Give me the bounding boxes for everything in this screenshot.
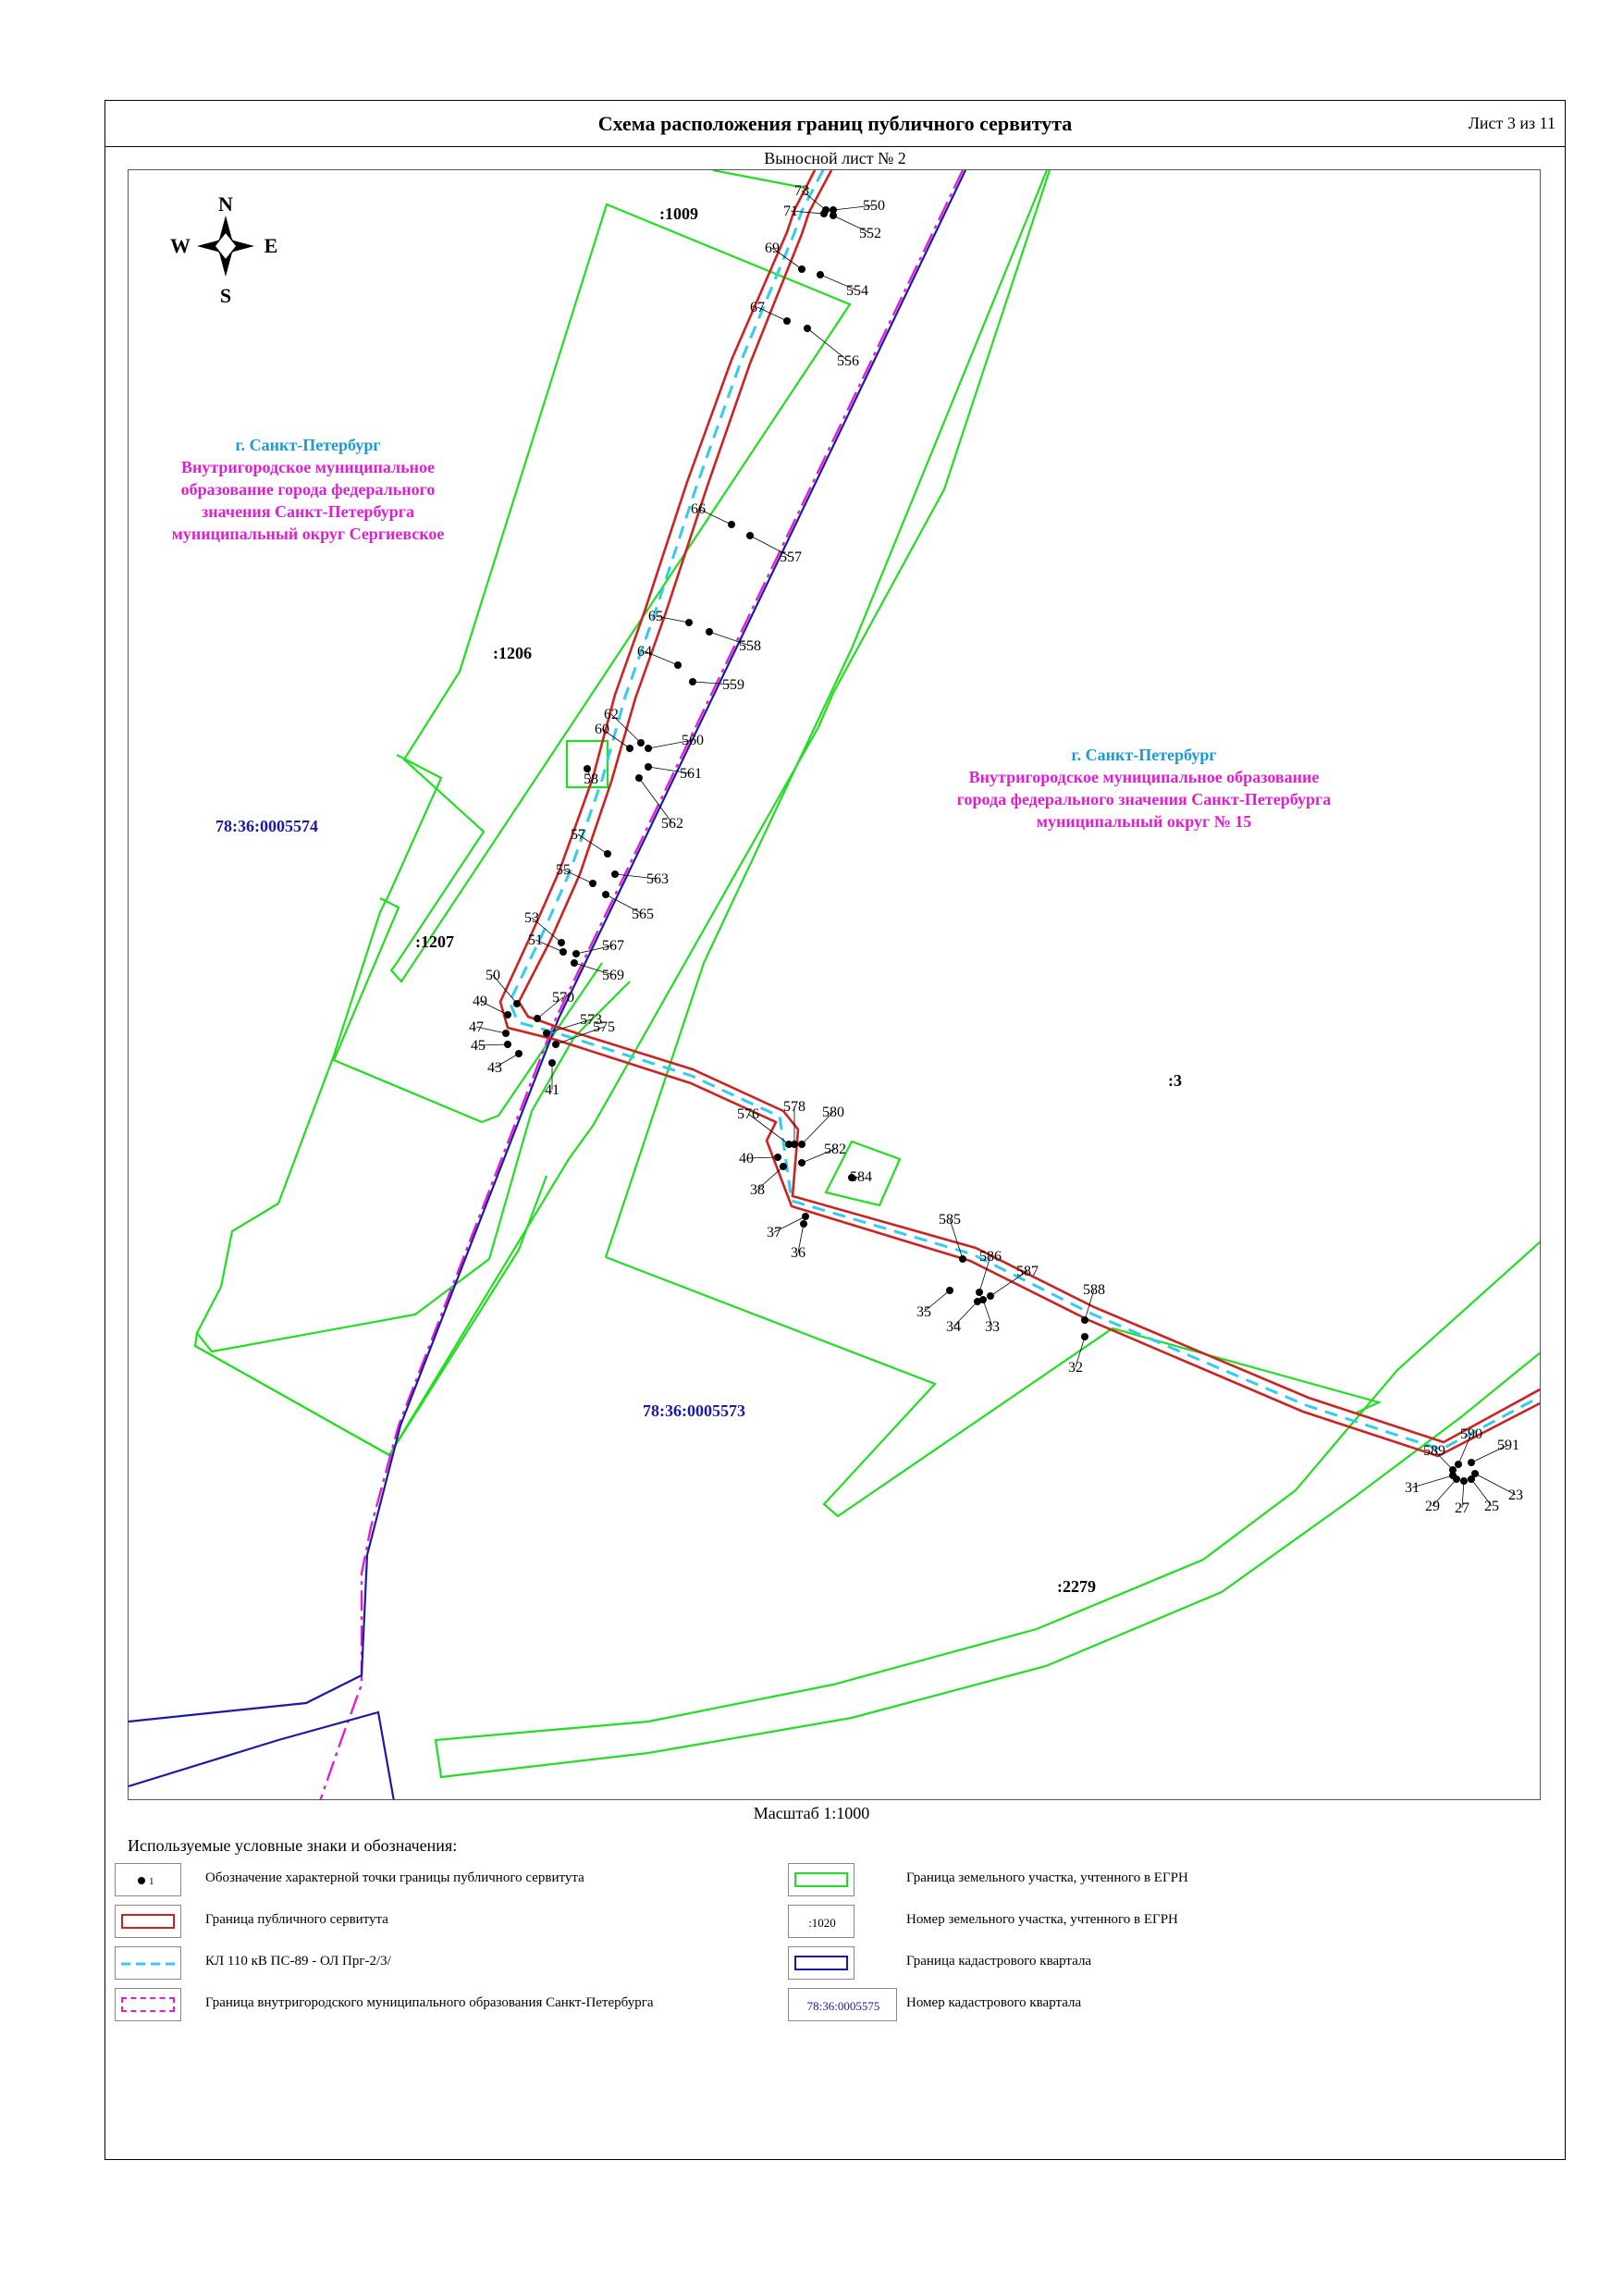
svg-text:78:36:0005575: 78:36:0005575 [806,1999,880,2013]
svg-text:города федерального значения С: города федерального значения Санкт-Петербурга [956,790,1332,809]
point-label: 33 [985,1319,1000,1335]
point-label: 554 [846,283,868,299]
point-label: 66 [691,501,706,517]
point-label: 556 [837,353,859,369]
parcel-number: :3 [1168,1071,1182,1090]
point-label: 558 [739,638,761,654]
insert-label: Выносной лист № 2 [764,149,906,167]
point-label: 588 [1083,1282,1105,1298]
point-labels [469,183,1523,1516]
svg-text::1020: :1020 [808,1916,836,1930]
point-label: 567 [602,938,624,954]
point-label: 58 [584,772,598,787]
point-label: 557 [780,549,802,565]
quarter-borders [129,170,965,1800]
compass-s: S [219,284,232,307]
point-label: 55 [556,862,571,878]
legend-label: Номер земельного участка, учтенного в ЕГРН [906,1912,1178,1927]
point-label: 36 [791,1245,805,1261]
point-label: 43 [487,1060,502,1076]
quarter-number: 78:36:0005573 [643,1401,745,1420]
point-label: 27 [1455,1500,1469,1516]
svg-text:Внутригородское муниципальное: Внутригородское муниципальное образование [968,768,1320,786]
point-label: 582 [824,1142,846,1157]
legend-label: КЛ 110 кВ ПС-89 - ОЛ Прг-2/3/ [205,1954,391,1969]
municipal-border-icon [115,1988,181,2021]
point-label: 32 [1068,1360,1083,1376]
legend-label: Граница земельного участка, учтенного в ЕГРН [906,1870,1188,1885]
point-label: 576 [737,1106,759,1122]
point-label: 565 [632,907,654,922]
legend-title: Используемые условные знаки и обозначения: [128,1836,458,1855]
legend-label: Обозначение характерной точки границы публичного сервитута [205,1870,584,1885]
svg-text:значения Санкт-Петербурга: значения Санкт-Петербурга [202,502,414,521]
parcel-number-icon [788,1905,855,1938]
point-label: 41 [545,1082,559,1098]
parcel-west-lower [195,1176,547,1455]
servitude-border-icon [115,1905,181,1938]
point-label: 560 [682,733,704,748]
point-label: 65 [648,609,663,624]
point-label: 37 [767,1225,781,1241]
parcel-1206-border [391,204,850,981]
point-label: 35 [916,1304,931,1320]
parcel-number: :1207 [415,932,454,951]
point-label: 575 [593,1019,615,1035]
svg-text:муниципальный округ Сергиевско: муниципальный округ Сергиевское [171,525,445,543]
map-frame [128,169,1541,1800]
point-label: 589 [1423,1443,1445,1459]
point-label: 23 [1508,1487,1523,1503]
legend-label: Номер кадастрового квартала [906,1995,1082,2010]
point-label: 60 [595,722,609,737]
svg-text:г. Санкт-Петербург: г. Санкт-Петербург [1071,746,1217,764]
parcel-strip-west [195,170,1050,1455]
cable-line-icon [115,1946,181,1980]
point-label: 69 [765,241,780,256]
point-label: 49 [473,994,487,1009]
point-label: 569 [602,968,624,983]
point-label: 31 [1405,1480,1420,1496]
point-label: 587 [1016,1264,1039,1279]
point-label: 50 [486,968,500,983]
page-title: Схема расположения границ публичного сервитута [597,112,1073,135]
map-canvas [129,170,1541,1800]
point-label: 562 [661,816,683,832]
point-label: 585 [939,1212,961,1228]
point-label: 591 [1497,1438,1519,1453]
point-label: 64 [637,644,652,660]
parcel-number: :2279 [1057,1577,1096,1596]
characteristic-points [502,206,1479,1485]
legend-label: Граница публичного сервитута [205,1912,388,1927]
point-label: 45 [471,1038,486,1054]
svg-text:г. Санкт-Петербург: г. Санкт-Петербург [235,436,381,454]
point-label: 34 [946,1319,961,1335]
point-label: 73 [794,183,809,199]
sheet-number: Лист 3 из 11 [1468,114,1555,132]
point-label: 38 [750,1182,765,1198]
point-label: 57 [571,827,585,843]
title-bar [105,101,1565,147]
svg-text:Внутригородское муниципальное: Внутригородское муниципальное [180,458,436,476]
parcel-number: :1206 [493,644,532,662]
parcel-borders [195,170,1541,1777]
cable-line [510,170,1541,1450]
area-caption-okrug-15 [957,746,1331,831]
legend-label: Граница внутригородского муниципального образования Санкт-Петербурга [205,1995,654,2010]
parcel-number: :1009 [659,204,698,223]
compass-e: E [264,234,278,257]
compass-n: N [218,192,233,216]
point-label: 53 [524,910,539,926]
point-label: 559 [722,677,744,693]
scale-label: Масштаб 1:1000 [753,1804,870,1822]
point-label: 71 [783,204,798,219]
point-icon [115,1863,181,1896]
point-label: 573 [580,1012,602,1028]
point-label: 552 [859,226,881,241]
municipal-border [320,170,963,1800]
compass-rose [170,192,277,307]
point-label: 62 [604,707,619,722]
svg-text:муниципальный округ № 15: муниципальный округ № 15 [1036,812,1252,831]
quarter-border-icon [788,1946,855,1980]
parcel-west-border [197,755,630,1352]
parcel-border-icon [788,1863,855,1896]
point-label: 550 [863,198,885,214]
parcel-strip-east [606,170,1047,1257]
area-caption-sergievskoe [172,436,445,543]
point-label: 67 [750,300,765,315]
svg-text:1: 1 [149,1876,154,1887]
point-label: 563 [646,871,669,887]
point-label: 586 [979,1249,1002,1265]
point-label: 580 [822,1105,844,1120]
svg-text:образование города федеральног: образование города федерального [180,480,436,499]
point-label: 51 [528,932,543,948]
compass-w: W [170,234,191,257]
quarter-number: 78:36:0005574 [215,817,318,835]
point-label: 47 [469,1019,484,1035]
point-label: 584 [850,1169,872,1185]
point-label: 25 [1484,1499,1499,1514]
point-label: 578 [783,1099,805,1115]
point-label: 570 [552,990,574,1006]
point-label: 561 [680,766,702,782]
quarter-number-icon [788,1988,897,2021]
point-label: 29 [1425,1499,1440,1514]
point-label: 590 [1460,1426,1482,1442]
legend-label: Граница кадастрового квартала [906,1954,1092,1969]
point-label: 40 [739,1151,754,1167]
